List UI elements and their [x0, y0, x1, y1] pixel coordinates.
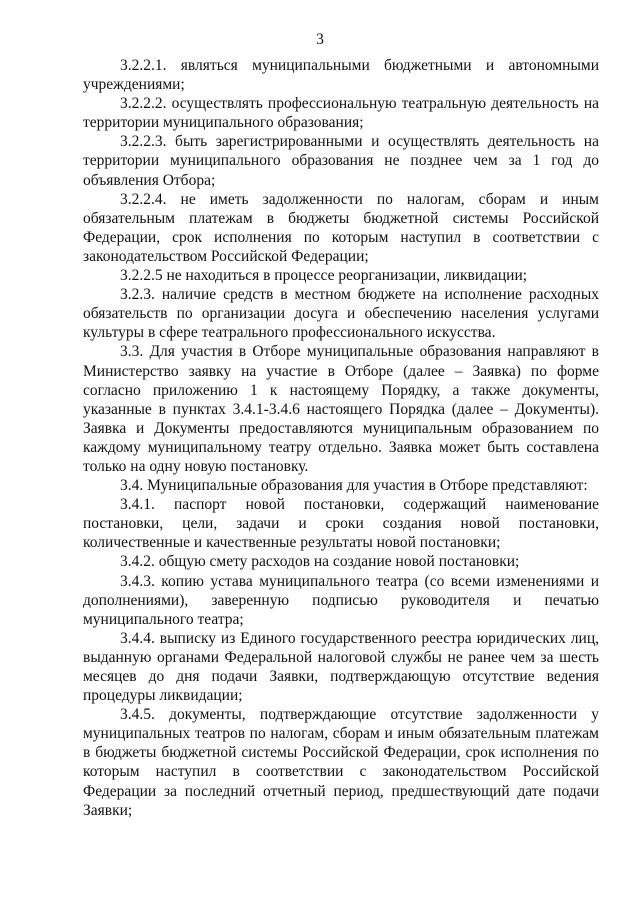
clause-3-2-2-2: 3.2.2.2. осуществлять профессиональную театральную деятельность на территории муниципального образования;	[83, 95, 599, 132]
clause-3-2-2-1: 3.2.2.1. являться муниципальными бюджетными и автономными учреждениями;	[83, 57, 599, 94]
clause-3-2-2-5: 3.2.2.5 не находиться в процессе реорганизации, ликвидации;	[120, 267, 528, 285]
clause-3-2-2-3: 3.2.2.3. быть зарегистрированными и осуществлять деятельность на территории муниципального образования не позднее чем за 1 год до объявления Отбора;	[83, 133, 599, 189]
clause-3-2-3: 3.2.3. наличие средств в местном бюджете на исполнение расходных обязательств по организации досуга и обеспечению населения услугами культуры в сфере театрального профессионального искусства.	[83, 286, 599, 342]
clause-3-4-2: 3.4.2. общую смету расходов на создание новой постановки;	[120, 553, 520, 571]
clause-3-4-1: 3.4.1. паспорт новой постановки, содержащий наименование постановки, цели, задачи и сроки создания новой постановки, количественные и качественные результаты новой постановки;	[83, 496, 599, 552]
clause-3-4-3: 3.4.3. копию устава муниципального театра (со всеми изменениями и дополнениями), заверенную подписью руководителя и печатью муниципального театра;	[83, 572, 599, 628]
document-body	[83, 56, 599, 820]
clause-3-4-5: 3.4.5. документы, подтверждающие отсутствие задолженности у муниципальных театров по налогам, сборам и иным обязательным платежам в бюджеты бюджетной системы Российской Федерации, срок исполнения по которым наступил в соответствии с законодательством Российской Федерации за последний отчетный период, предшествующий дате подачи Заявки;	[83, 706, 599, 819]
clause-3-3: 3.3. Для участия в Отборе муниципальные образования направляют в Министерство заявку на участие в Отборе (далее – Заявка) по форме согласно приложению 1 к настоящему Порядку, а также документы, указанные в пунктах 3.4.1-3.4.6 настоящего Порядка (далее – Документы). Заявка и Документы предоставляются муниципальным образованием по каждому муниципальному театру отдельно. Заявка может быть составлена только на одну новую постановку.	[83, 343, 599, 475]
page-number: 3	[316, 31, 324, 48]
clause-3-4: 3.4. Муниципальные образования для участия в Отборе представляют:	[120, 477, 588, 495]
clause-3-2-2-4: 3.2.2.4. не иметь задолженности по налогам, сборам и иным обязательным платежам в бюджеты бюджетной системы Российской Федерации, срок исполнения по которым наступил в соответствии с законодательством Российской Федерации;	[83, 190, 599, 265]
clause-3-4-4: 3.4.4. выписку из Единого государственного реестра юридических лиц, выданную органами Федеральной налоговой службы не ранее чем за шесть месяцев до дня подачи Заявки, подтверждающую отсутствие ведения процедуры ликвидации;	[83, 629, 599, 705]
